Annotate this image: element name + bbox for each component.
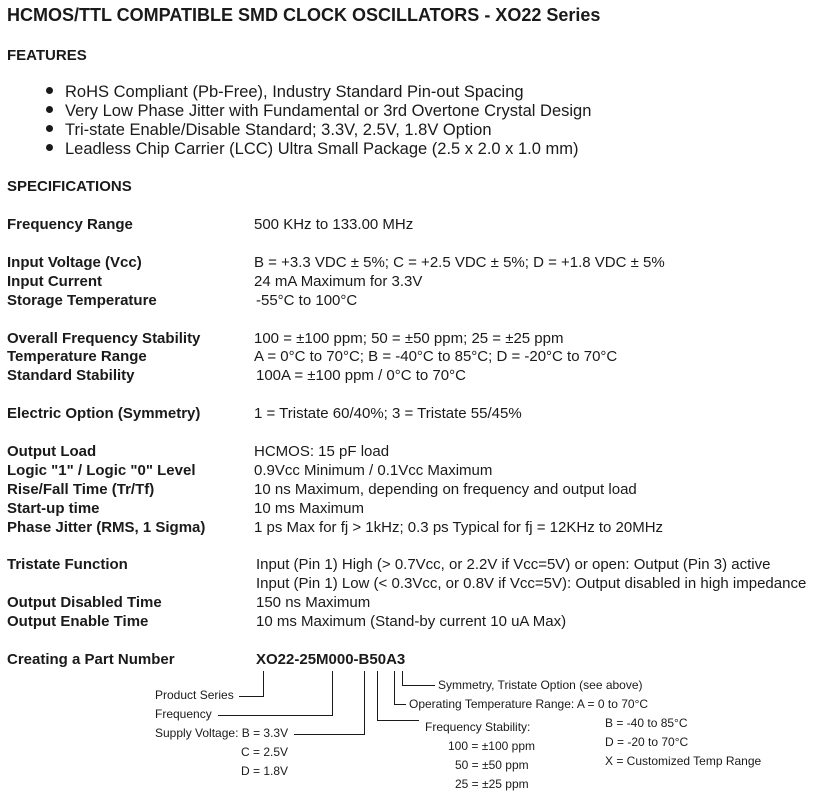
spec-label-frequency-stability: Overall Frequency Stability <box>7 330 201 347</box>
spec-label-temperature-range: Temperature Range <box>7 348 147 365</box>
callout-symmetry: Symmetry, Tristate Option (see above) <box>438 678 643 692</box>
leader-line <box>394 671 395 705</box>
callout-stability-25: 25 = ±25 ppm <box>455 777 529 791</box>
spec-value-frequency-stability: 100 = ±100 ppm; 50 = ±50 ppm; 25 = ±25 ppm <box>254 330 564 347</box>
spec-label-input-voltage: Input Voltage (Vcc) <box>7 254 142 271</box>
feature-text: Leadless Chip Carrier (LCC) Ultra Small Package (2.5 x 2.0 x 1.0 mm) <box>65 140 579 158</box>
spec-value-startup-time: 10 ms Maximum <box>254 500 365 517</box>
bullet-icon <box>46 144 53 151</box>
spec-label-output-load: Output Load <box>7 443 97 460</box>
leader-line <box>218 715 333 716</box>
feature-item <box>46 83 524 102</box>
feature-text: Tri-state Enable/Disable Standard; 3.3V, 2.5V, 1.8V Option <box>65 121 492 139</box>
spec-value-output-disabled-time: 150 ns Maximum <box>256 594 371 611</box>
callout-supply-d: D = 1.8V <box>241 764 289 778</box>
callout-supply-c: C = 2.5V <box>241 745 289 759</box>
leader-line <box>263 671 264 697</box>
spec-value-tristate-low: Input (Pin 1) Low (< 0.3Vcc, or 0.8V if Vcc=5V): Output disabled in high impedance <box>256 575 807 592</box>
spec-label-input-current: Input Current <box>7 273 102 290</box>
callout-supply-voltage: Supply Voltage: B = 3.3V <box>155 726 289 740</box>
callout-operating-temp: Operating Temperature Range: A = 0 to 70°C <box>409 697 649 711</box>
leader-line <box>364 671 365 735</box>
spec-label-rise-fall-time: Rise/Fall Time (Tr/Tf) <box>7 481 155 498</box>
part-number: XO22-25M000-B50A3 <box>256 651 406 668</box>
spec-value-tristate-high: Input (Pin 1) High (> 0.7Vcc, or 2.2V if Vcc=5V) or open: Output (Pin 3) active <box>256 556 771 573</box>
spec-label-startup-time: Start-up time <box>7 500 100 517</box>
spec-value-temperature-range: A = 0°C to 70°C; B = -40°C to 85°C; D = -20°C to 70°C <box>254 348 618 365</box>
spec-label-tristate-function: Tristate Function <box>7 556 128 573</box>
page-title: HCMOS/TTL COMPATIBLE SMD CLOCK OSCILLATORS - XO22 Series <box>7 5 601 25</box>
spec-value-logic-level: 0.9Vcc Minimum / 0.1Vcc Maximum <box>254 462 493 479</box>
bullet-icon <box>46 106 53 113</box>
callout-temp-d: D = -20 to 70°C <box>605 735 689 749</box>
callout-frequency-stability: Frequency Stability: <box>425 720 531 734</box>
callout-product-series: Product Series <box>155 688 234 702</box>
specifications-heading: SPECIFICATIONS <box>7 178 132 195</box>
spec-label-output-enable-time: Output Enable Time <box>7 613 149 630</box>
spec-value-phase-jitter: 1 ps Max for fj > 1kHz; 0.3 ps Typical for fj = 12KHz to 20MHz <box>254 519 664 536</box>
leader-line <box>239 696 264 697</box>
leader-line <box>377 671 378 721</box>
spec-value-input-voltage: B = +3.3 VDC ± 5%; C = +2.5 VDC ± 5%; D = +1.8 VDC ± 5% <box>254 254 665 271</box>
spec-label-storage-temperature: Storage Temperature <box>7 292 157 309</box>
spec-value-electric-option: 1 = Tristate 60/40%; 3 = Tristate 55/45% <box>254 405 522 422</box>
callout-stability-50: 50 = ±50 ppm <box>455 758 529 772</box>
feature-item <box>46 121 492 140</box>
leader-line <box>377 720 419 721</box>
spec-value-output-enable-time: 10 ms Maximum (Stand-by current 10 uA Max) <box>256 613 567 630</box>
spec-value-standard-stability: 100A = ±100 ppm / 0°C to 70°C <box>256 367 466 384</box>
feature-item <box>46 140 579 159</box>
part-number-label: Creating a Part Number <box>7 651 175 668</box>
callout-temp-b: B = -40 to 85°C <box>605 716 688 730</box>
spec-label-frequency-range: Frequency Range <box>7 216 133 233</box>
features-heading: FEATURES <box>7 47 87 64</box>
spec-label-logic-level: Logic "1" / Logic "0" Level <box>7 462 196 479</box>
bullet-icon <box>46 125 53 132</box>
feature-item <box>46 102 591 121</box>
leader-line <box>294 734 365 735</box>
bullet-icon <box>46 87 53 94</box>
callout-stability-100: 100 = ±100 ppm <box>448 739 535 753</box>
spec-label-standard-stability: Standard Stability <box>7 367 135 384</box>
callout-temp-x: X = Customized Temp Range <box>605 754 762 768</box>
spec-value-rise-fall-time: 10 ns Maximum, depending on frequency and output load <box>254 481 637 498</box>
spec-value-output-load: HCMOS: 15 pF load <box>254 443 390 460</box>
spec-label-electric-option: Electric Option (Symmetry) <box>7 405 201 422</box>
leader-line <box>394 704 406 705</box>
spec-value-storage-temperature: -55°C to 100°C <box>256 292 358 309</box>
leader-line <box>332 671 333 716</box>
feature-text: RoHS Compliant (Pb-Free), Industry Standard Pin-out Spacing <box>65 83 524 101</box>
callout-frequency: Frequency <box>155 707 212 721</box>
feature-text: Very Low Phase Jitter with Fundamental or 3rd Overtone Crystal Design <box>65 102 592 120</box>
spec-label-phase-jitter: Phase Jitter (RMS, 1 Sigma) <box>7 519 206 536</box>
spec-value-input-current: 24 mA Maximum for 3.3V <box>254 273 423 290</box>
leader-line <box>402 685 435 686</box>
spec-value-frequency-range: 500 KHz to 133.00 MHz <box>254 216 414 233</box>
leader-line <box>402 671 403 686</box>
spec-label-output-disabled-time: Output Disabled Time <box>7 594 162 611</box>
